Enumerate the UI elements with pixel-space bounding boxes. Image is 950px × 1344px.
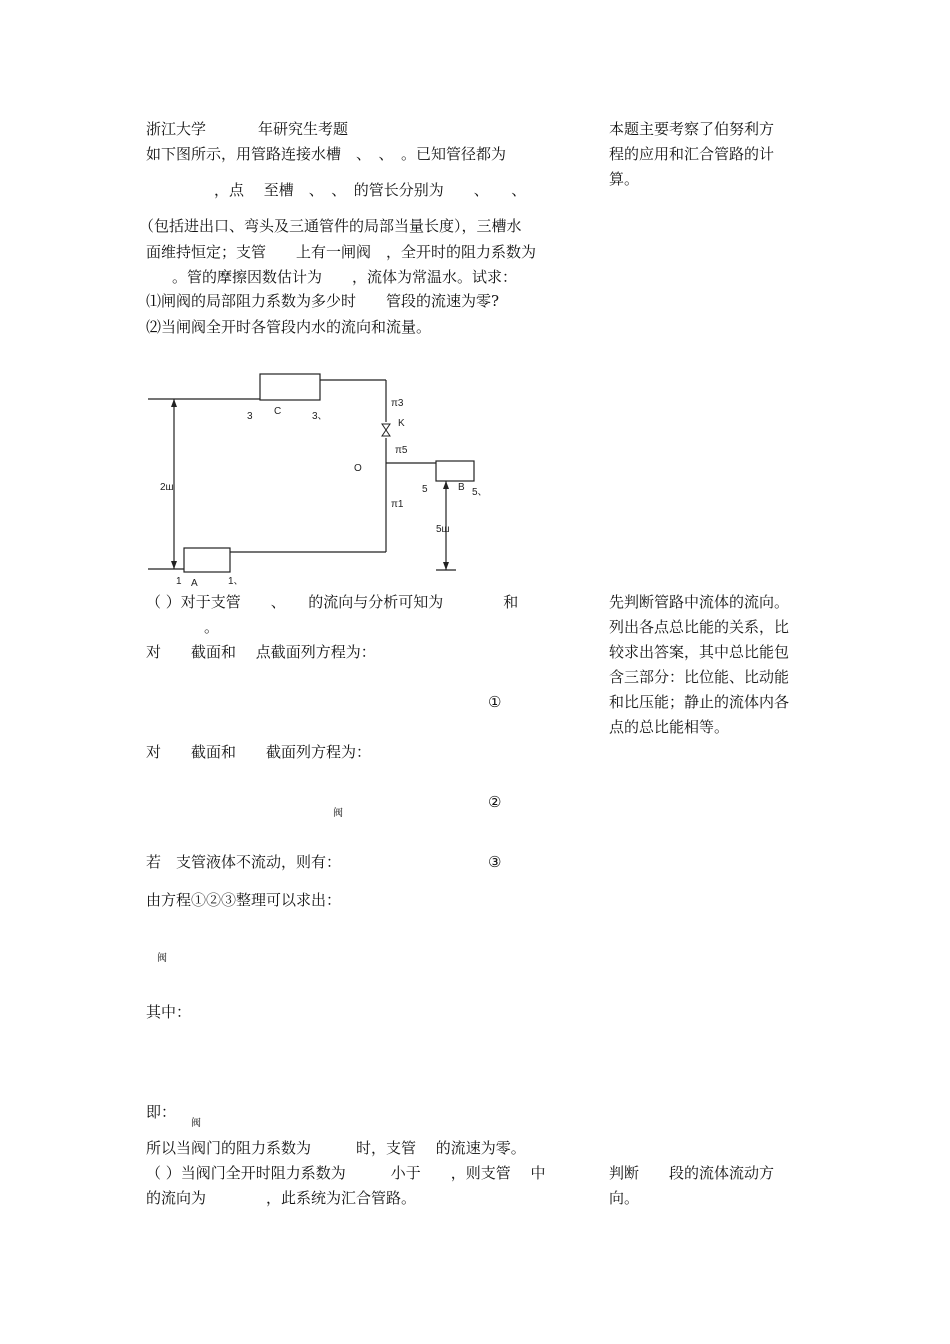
question-1: ⑴闸阀的局部阻力系数为多少时 管段的流速为零?: [146, 292, 500, 310]
label-tank-c: C: [274, 406, 282, 417]
equation-1-intro: 对 截面和 点截面列方程为：: [146, 643, 376, 661]
side-note-3-line-1: 判断 段的流体流动方: [609, 1164, 775, 1182]
label-5-prime: 5、: [472, 487, 488, 498]
where-label: 其中：: [146, 1003, 192, 1021]
problem-line-3: （包括进出口、弯头及三通管件的局部当量长度），三槽水: [139, 217, 522, 235]
solution-part-2-line-2: 的流向为 ，此系统为汇合管路。: [146, 1189, 417, 1207]
label-1: 1: [176, 576, 182, 587]
tank-b: [436, 461, 474, 481]
side-note-2-line-1: 先判断管路中流体的流向。: [609, 593, 790, 611]
label-height-2m: 2ш: [160, 482, 174, 493]
pipe-network-diagram: [140, 360, 500, 595]
title-exam: 年研究生考题: [258, 120, 349, 138]
side-note-1-line-3: 算。: [609, 170, 640, 188]
side-note-2-line-3: 较求出答案，其中总比能包: [609, 643, 790, 661]
side-note-1-line-2: 程的应用和汇合管路的计: [609, 145, 775, 163]
question-2: ⑵当闸阀全开时各管段内水的流向和流量。: [146, 318, 432, 336]
equation-2-intro: 对 截面和 截面列方程为：: [146, 743, 372, 761]
title-school: 浙江大学: [146, 120, 207, 138]
label-tank-b: B: [458, 482, 465, 493]
label-5: 5: [422, 484, 428, 495]
dim-arrow-2m-bottom: [171, 561, 177, 569]
dim-arrow-2m-top: [171, 399, 177, 407]
label-3: 3: [247, 411, 253, 422]
label-1-prime: 1、: [228, 576, 244, 587]
label-tank-a: A: [191, 578, 198, 589]
side-note-2-line-6: 点的总比能相等。: [609, 718, 730, 736]
valve-subscript-1: 阀: [333, 808, 343, 819]
thus-label: 即：: [146, 1103, 177, 1121]
tank-a: [184, 548, 230, 572]
label-point-o: O: [354, 463, 362, 474]
label-pipe-5: π5: [395, 445, 408, 456]
label-height-5m: 5ш: [436, 524, 450, 535]
dim-arrow-5m-top: [443, 481, 449, 489]
valve-subscript-2: 阀: [157, 953, 167, 964]
solution-part-1-line-2: 。: [204, 618, 220, 636]
conclusion-1: 所以当阀门的阻力系数为 时，支管 的流速为零。: [146, 1139, 526, 1157]
side-note-2-line-5: 和比压能；静止的流体内各: [609, 693, 790, 711]
problem-line-4: 面维持恒定；支管 上有一闸阀 ，全开时的阻力系数为: [146, 243, 537, 261]
label-pipe-3: π3: [391, 398, 404, 409]
side-note-2-line-4: 含三部分：比位能、比动能: [609, 668, 790, 686]
side-note-2-line-2: 列出各点总比能的关系，比: [609, 618, 790, 636]
solution-part-2-line-1: （ ）当阀门全开时阻力系数为 小于 ，则支管 中: [146, 1164, 546, 1182]
side-note-3-line-2: 向。: [609, 1189, 640, 1207]
derivation-intro: 由方程①②③整理可以求出：: [146, 891, 342, 909]
equation-1-marker: ①: [488, 693, 502, 711]
problem-line-5: 。管的摩擦因数估计为 ，流体为常温水。试求：: [172, 268, 518, 286]
tank-c: [260, 374, 320, 400]
dim-arrow-5m-bottom: [443, 562, 449, 570]
label-valve-k: K: [398, 418, 405, 429]
equation-2-marker: ②: [488, 793, 502, 811]
solution-part-1-line-1: （ ）对于支管 、 的流向与分析可知为 和: [146, 593, 519, 611]
problem-line-2: ，点 至槽 、 、 的管长分别为 、 、: [214, 181, 527, 199]
equation-3-marker: ③: [488, 853, 502, 871]
side-note-1-line-1: 本题主要考察了伯努利方: [609, 120, 775, 138]
equation-3-intro: 若 支管液体不流动，则有：: [146, 853, 342, 871]
gate-valve-icon: [382, 424, 390, 436]
problem-line-1: 如下图所示，用管路连接水槽 、 、 。已知管径都为: [146, 145, 507, 163]
valve-subscript-3: 阀: [191, 1118, 201, 1129]
label-pipe-1: π1: [391, 499, 404, 510]
label-3-prime: 3、: [312, 411, 328, 422]
